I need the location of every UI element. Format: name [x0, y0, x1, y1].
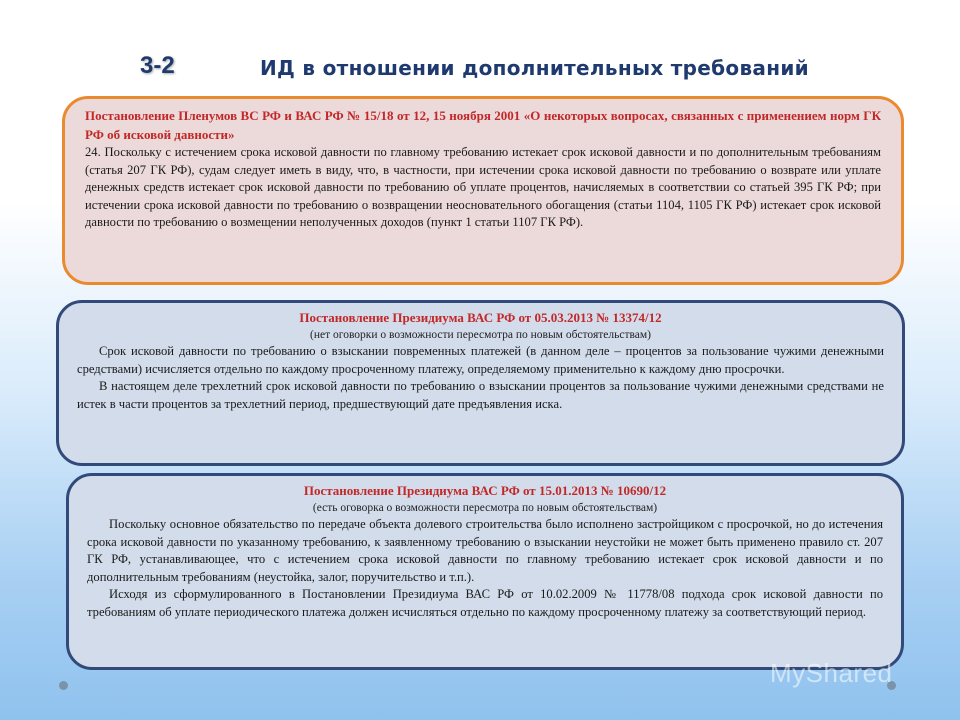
plenum-resolution-body: 24. Поскольку с истечением срока исковой давности по главному требованию истекает срок исковой давности и по дополнительным требованиям (статья 207 ГК РФ), судам следует иметь в виду, что, в частности, при истечении срока исковой давности по требованию о возврате или уплате денежных средств истекает срок исковой давности по требованию об уплате процентов, начисляемых в соответствии со статьей 395 ГК РФ; при истечении срока исковой давности по требованию о возвращении неосновательного обогащения (статьи 1104, 1105 ГК РФ) истекает срок исковой давности по требованию о возмещении неполученных доходов (пункт 1 статьи 1107 ГК РФ). — [85, 145, 881, 229]
plenum-resolution-heading: Постановление Пленумов ВС РФ и ВАС РФ № 15/18 от 12, 15 ноября 2001 «О некоторых вопросах, связанных с применением норм ГК РФ об исковой давности» — [85, 108, 881, 142]
presidium-resolution-13374-paragraph: Срок исковой давности по требованию о взыскании повременных платежей (в данном деле – процентов за пользование чужими денежными средствами) исчисляется отдельно по каждому просроченному платежу, определяемому применительно к каждому дню просрочки. — [77, 344, 884, 376]
presidium-resolution-13374-heading: Постановление Президиума ВАС РФ от 05.03.2013 № 13374/12 — [299, 310, 662, 325]
presidium-resolution-10690-paragraph: Исходя из сформулированного в Постановлении Президиума ВАС РФ от 10.02.2009 № 11778/08 подхода срок исковой давности по требованиям об уплате периодического платежа должен исчисляться отдельно по каждому просроченному платежу за соответствующий период. — [87, 587, 883, 619]
slide-header — [0, 52, 960, 92]
presidium-resolution-13374-note: (нет оговорки о возможности пересмотра по новым обстоятельствам) — [310, 329, 651, 341]
presidium-resolution-10690-heading: Постановление Президиума ВАС РФ от 15.01.2013 № 10690/12 — [303, 483, 667, 498]
plenum-resolution-panel — [62, 96, 904, 285]
decorative-dot-left — [59, 681, 68, 690]
presidium-resolution-13374-paragraph: В настоящем деле трехлетний срок исковой давности по требованию о взыскании процентов за пользование чужими денежными средствами не истек в части процентов за трехлетний период, предшествующий дате предъявления иска. — [77, 379, 884, 411]
watermark-logo: MyShared — [770, 658, 893, 688]
slide-title: ИД в отношении дополнительных требований — [260, 56, 809, 80]
presidium-resolution-10690-panel — [66, 473, 904, 670]
slide-number: 3-2 — [140, 52, 175, 79]
presidium-resolution-10690-paragraph: Поскольку основное обязательство по передаче объекта долевого строительства было исполнено застройщиком с просрочкой, но до истечения срока исковой давности по указанному требованию, к заявленному требованию о взыскании неустойки не может быть применено правило ст. 207 ГК РФ, устанавливающее, что с истечением срока исковой давности по главному требованию истекает срок исковой давности и по дополнительным требованиям (неустойка, залог, поручительство и т.п.). — [87, 517, 883, 584]
presidium-resolution-13374-panel — [56, 300, 905, 466]
presidium-resolution-10690-note: (есть оговорка о возможности пересмотра по новым обстоятельствам) — [312, 502, 658, 514]
